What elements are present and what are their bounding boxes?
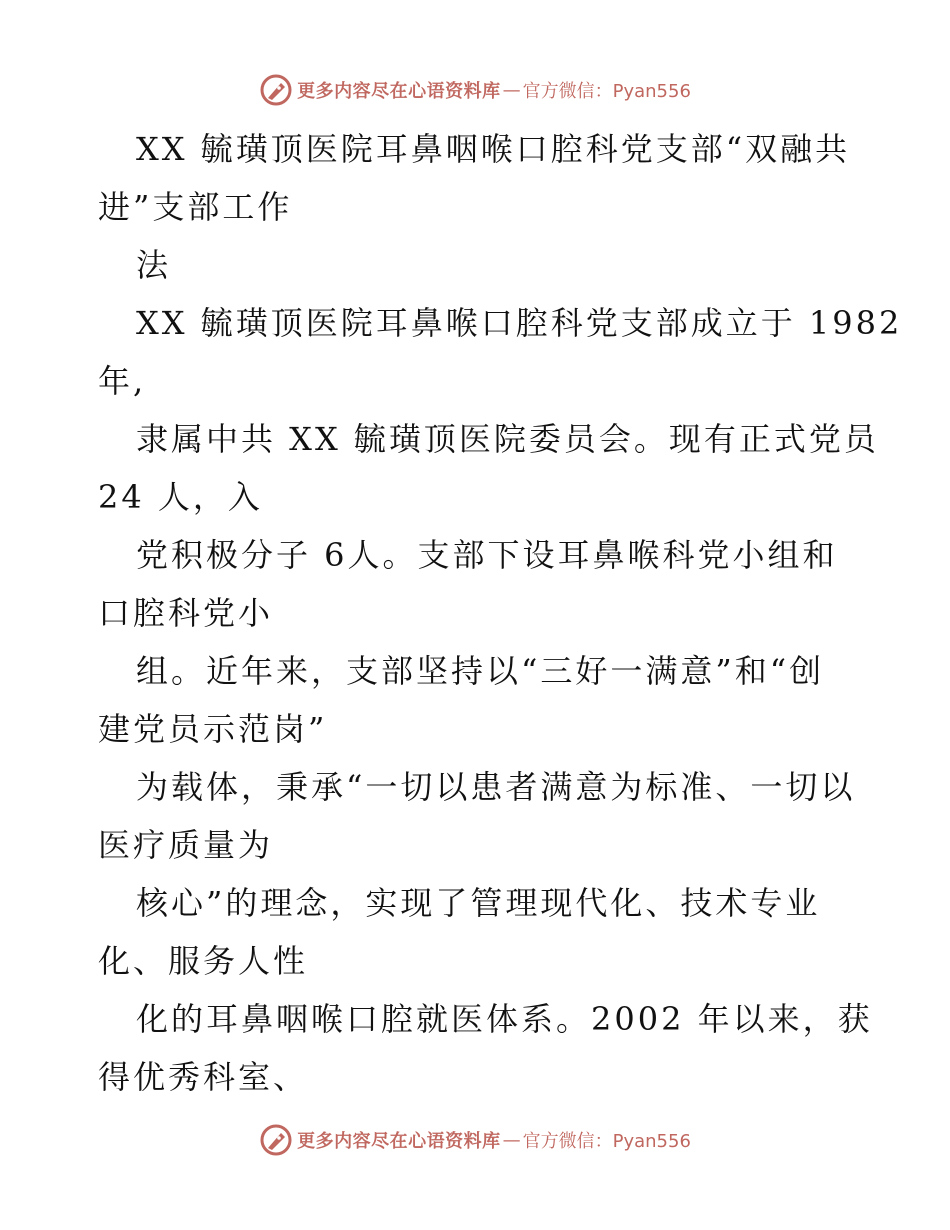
banner-separator: — (502, 79, 521, 101)
banner-wechat: 官方微信：Pyan556 (522, 1131, 691, 1152)
text-line: 化、服务人性 (98, 942, 309, 980)
text-line: 年, (98, 362, 147, 400)
text-line: 医疗质量为 (98, 826, 274, 864)
text-line: 建党员示范岗” (98, 710, 328, 748)
banner-text: 更多内容尽在心语资料库 (297, 1131, 501, 1152)
text-line: 隶属中共 XX 毓璜顶医院委员会。现有正式党员 (136, 420, 879, 458)
text-line: 化的耳鼻咽喉口腔就医体系。2002 年以来，获 (136, 1000, 873, 1038)
text-line: 党积极分子 6人。支部下设耳鼻喉科党小组和 (136, 536, 838, 574)
text-line: 为载体，秉承“一切以患者满意为标准、一切以 (136, 768, 856, 806)
banner-separator: — (502, 1129, 521, 1151)
text-line: 进”支部工作 (98, 188, 293, 226)
document-body (98, 120, 903, 1106)
banner-text: 更多内容尽在心语资料库 (297, 81, 501, 102)
text-line: XX 毓璜顶医院耳鼻咽喉口腔科党支部“双融共 (136, 130, 851, 168)
banner-wechat: 官方微信：Pyan556 (522, 81, 691, 102)
pen-nib-logo-icon (259, 73, 293, 107)
header-watermark-banner (0, 70, 950, 110)
text-line: 得优秀科室、 (98, 1058, 309, 1096)
text-line: 核心”的理念，实现了管理现代化、技术专业 (136, 884, 821, 922)
text-line: 法 (136, 246, 172, 284)
text-line: 组。近年来，支部坚持以“三好一满意”和“创 (136, 652, 825, 690)
text-line: 口腔科党小 (98, 594, 274, 632)
footer-watermark-banner (0, 1120, 950, 1160)
text-line: 24 人，入 (98, 478, 263, 516)
pen-nib-logo-icon (259, 1123, 293, 1157)
text-line: XX 毓璜顶医院耳鼻喉口腔科党支部成立于 1982 (136, 304, 903, 342)
